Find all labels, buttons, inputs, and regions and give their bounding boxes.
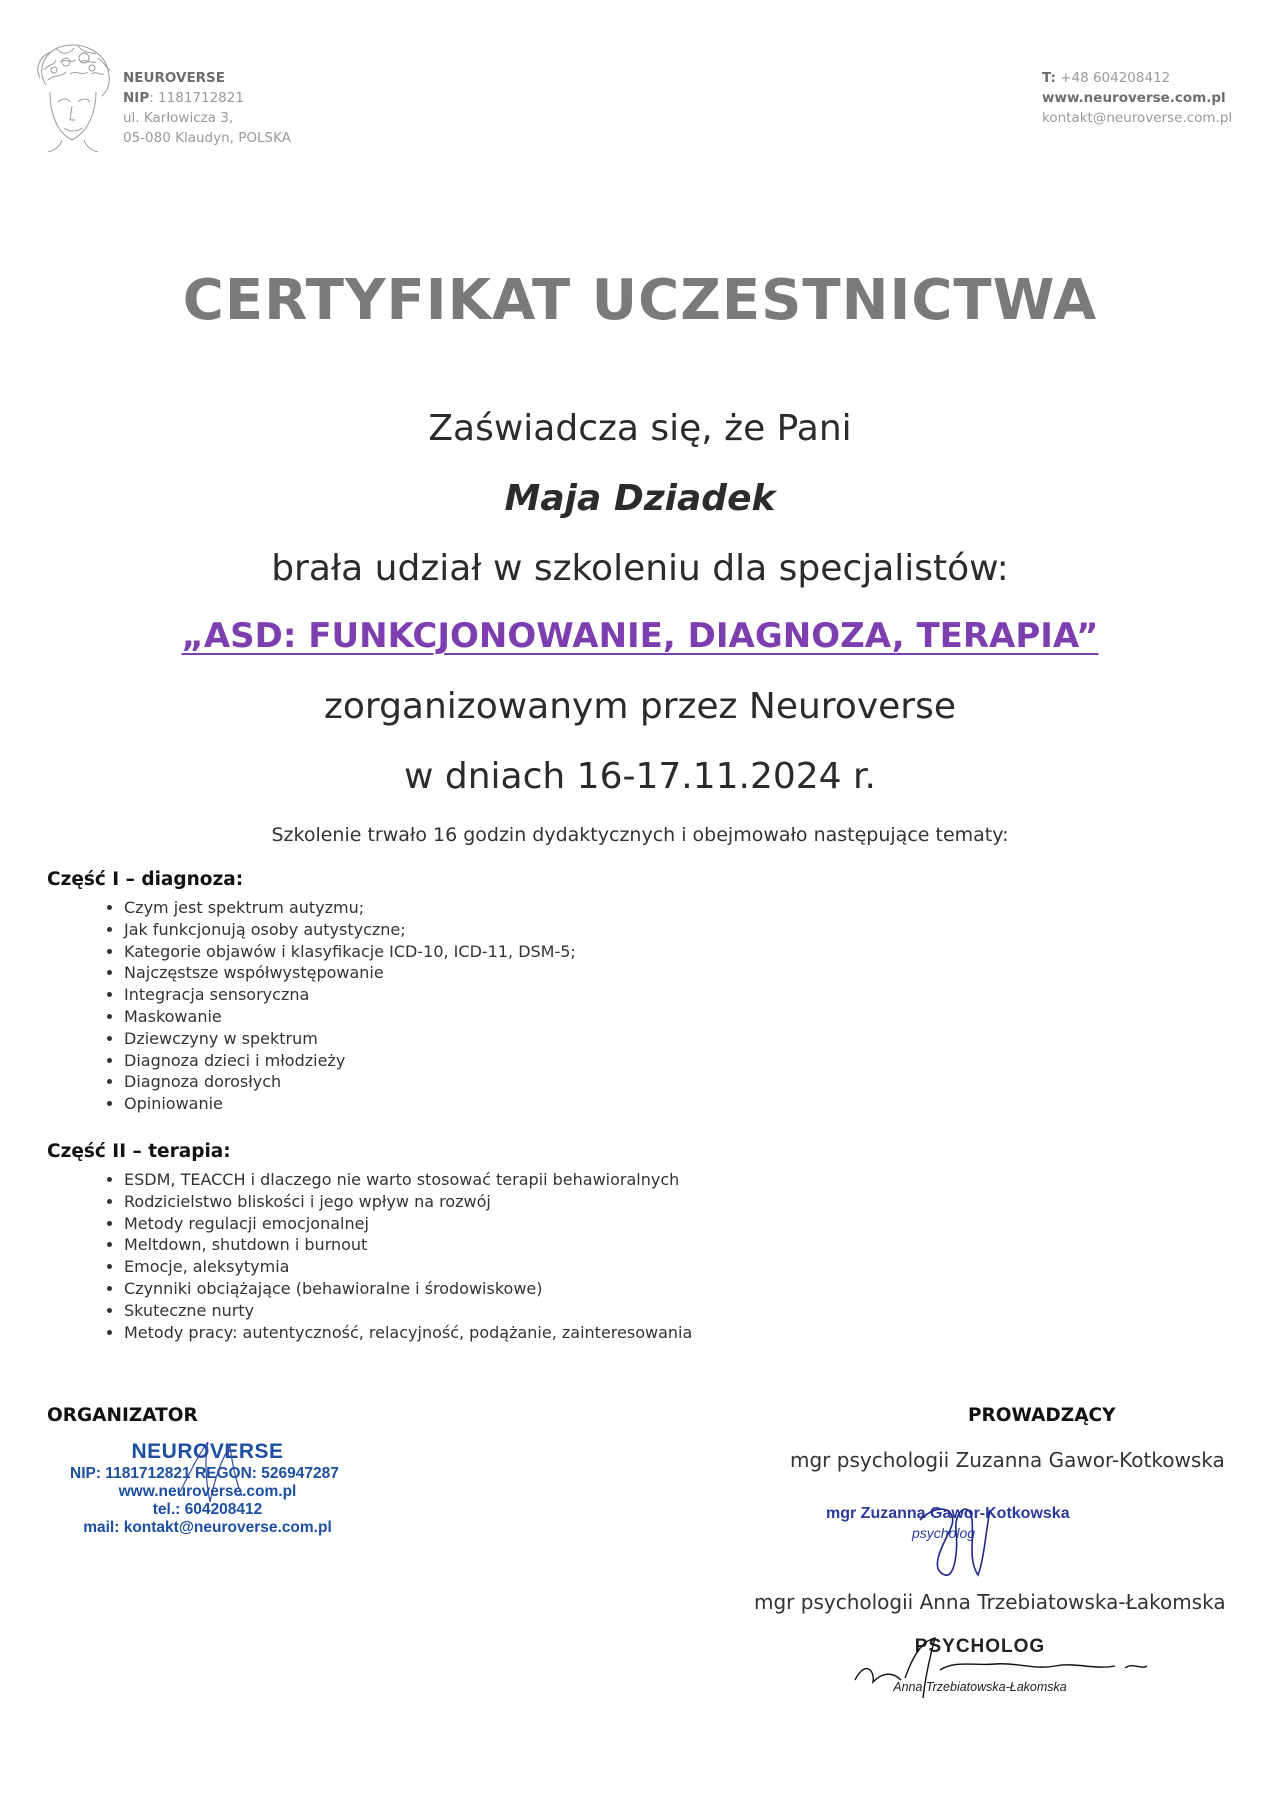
participant-name: Maja Dziadek xyxy=(504,478,776,519)
list-item: • Maskowanie xyxy=(124,1006,924,1028)
organizer-signature-icon xyxy=(170,1432,260,1512)
list-item: • Skuteczne nurty xyxy=(124,1300,924,1322)
leader-2-seal-role: PSYCHOLOG xyxy=(914,1636,1046,1657)
list-item: • Metody regulacji emocjonalnej xyxy=(124,1213,924,1235)
stamp-company-name: NEUROVERSE xyxy=(131,1440,284,1463)
leader-1-seal-role: psycholog xyxy=(912,1525,976,1541)
organizer-line: zorganizowanym przez Neuroverse xyxy=(323,686,956,727)
contact-phone: T: +48 604208412 xyxy=(1042,70,1171,86)
list-item: • Jak funkcjonują osoby autystyczne; xyxy=(124,919,924,941)
company-info xyxy=(123,68,291,148)
list-item: • Rodzicielstwo bliskości i jego wpływ na rozwój xyxy=(124,1191,924,1213)
certify-line: Zaświadcza się, że Pani xyxy=(428,408,852,449)
list-item: • Diagnoza dorosłych xyxy=(124,1071,924,1093)
list-item: • Czynniki obciążające (behawioralne i środowiskowe) xyxy=(124,1278,924,1300)
list-item: • Integracja sensoryczna xyxy=(124,984,924,1006)
date-line: w dniach 16-17.11.2024 r. xyxy=(404,756,876,797)
course-title: „ASD: FUNKCJONOWANIE, DIAGNOZA, TERAPIA” xyxy=(181,616,1099,656)
list-item: • Dziewczyny w spektrum xyxy=(124,1028,924,1050)
list-item: • Czym jest spektrum autyzmu; xyxy=(124,897,924,919)
stamp-website: www.neuroverse.com.pl xyxy=(118,1483,297,1500)
part2-topic-list xyxy=(89,1169,924,1343)
list-item: • Meltdown, shutdown i burnout xyxy=(124,1234,924,1256)
company-nip: NIP: 1181712821 xyxy=(123,90,244,106)
part1-topic-list xyxy=(89,897,924,1115)
certificate-title: CERTYFIKAT UCZESTNICTWA xyxy=(182,268,1098,333)
list-item: • Opiniowanie xyxy=(124,1093,924,1115)
leader-2-name: mgr psychologii Anna Trzebiatowska-Łakomska xyxy=(754,1590,1226,1614)
leader-1-seal-name: mgr Zuzanna Gawor-Kotkowska xyxy=(826,1505,1070,1522)
part2-title: Część II – terapia: xyxy=(47,1141,231,1162)
list-item: • Diagnoza dzieci i młodzieży xyxy=(124,1050,924,1072)
neuroverse-logo-icon xyxy=(26,40,116,152)
stamp-phone: tel.: 604208412 xyxy=(152,1501,263,1518)
leader-1-name: mgr psychologii Zuzanna Gawor-Kotkowska xyxy=(790,1448,1225,1472)
organizer-title: ORGANIZATOR xyxy=(47,1405,198,1426)
leaders-title: PROWADZĄCY xyxy=(968,1405,1116,1426)
list-item: • Metody pracy: autentyczność, relacyjność, podążanie, zainteresowania xyxy=(124,1322,924,1344)
stamp-email: mail: kontakt@neuroverse.com.pl xyxy=(83,1519,332,1536)
contact-info xyxy=(1042,68,1232,128)
list-item: • Kategorie objawów i klasyfikacje ICD-10, ICD-11, DSM-5; xyxy=(124,941,924,963)
contact-email: kontakt@neuroverse.com.pl xyxy=(1042,110,1233,126)
training-summary: Szkolenie trwało 16 godzin dydaktycznych i obejmowało następujące tematy: xyxy=(271,824,1009,846)
stamp-ids: NIP: 1181712821 REGON: 526947287 xyxy=(70,1465,339,1482)
company-address-line2: 05-080 Klaudyn, POLSKA xyxy=(123,130,291,146)
leader-2-signature-icon xyxy=(845,1630,1155,1700)
company-address-line1: ul. Karłowicza 3, xyxy=(123,110,234,126)
company-name: NEUROVERSE xyxy=(123,70,226,86)
list-item: • Emocje, aleksytymia xyxy=(124,1256,924,1278)
leader-2-seal-name: Anna Trzebiatowska-Łakomska xyxy=(893,1680,1067,1694)
list-item: • ESDM, TEACCH i dlaczego nie warto stosować terapii behawioralnych xyxy=(124,1169,924,1191)
participation-line: brała udział w szkoleniu dla specjalistów: xyxy=(271,548,1009,589)
contact-website: www.neuroverse.com.pl xyxy=(1042,90,1226,106)
list-item: • Najczęstsze współwystępowanie xyxy=(124,962,924,984)
leader-1-signature-icon xyxy=(900,1490,1010,1580)
part1-title: Część I – diagnoza: xyxy=(47,869,244,890)
